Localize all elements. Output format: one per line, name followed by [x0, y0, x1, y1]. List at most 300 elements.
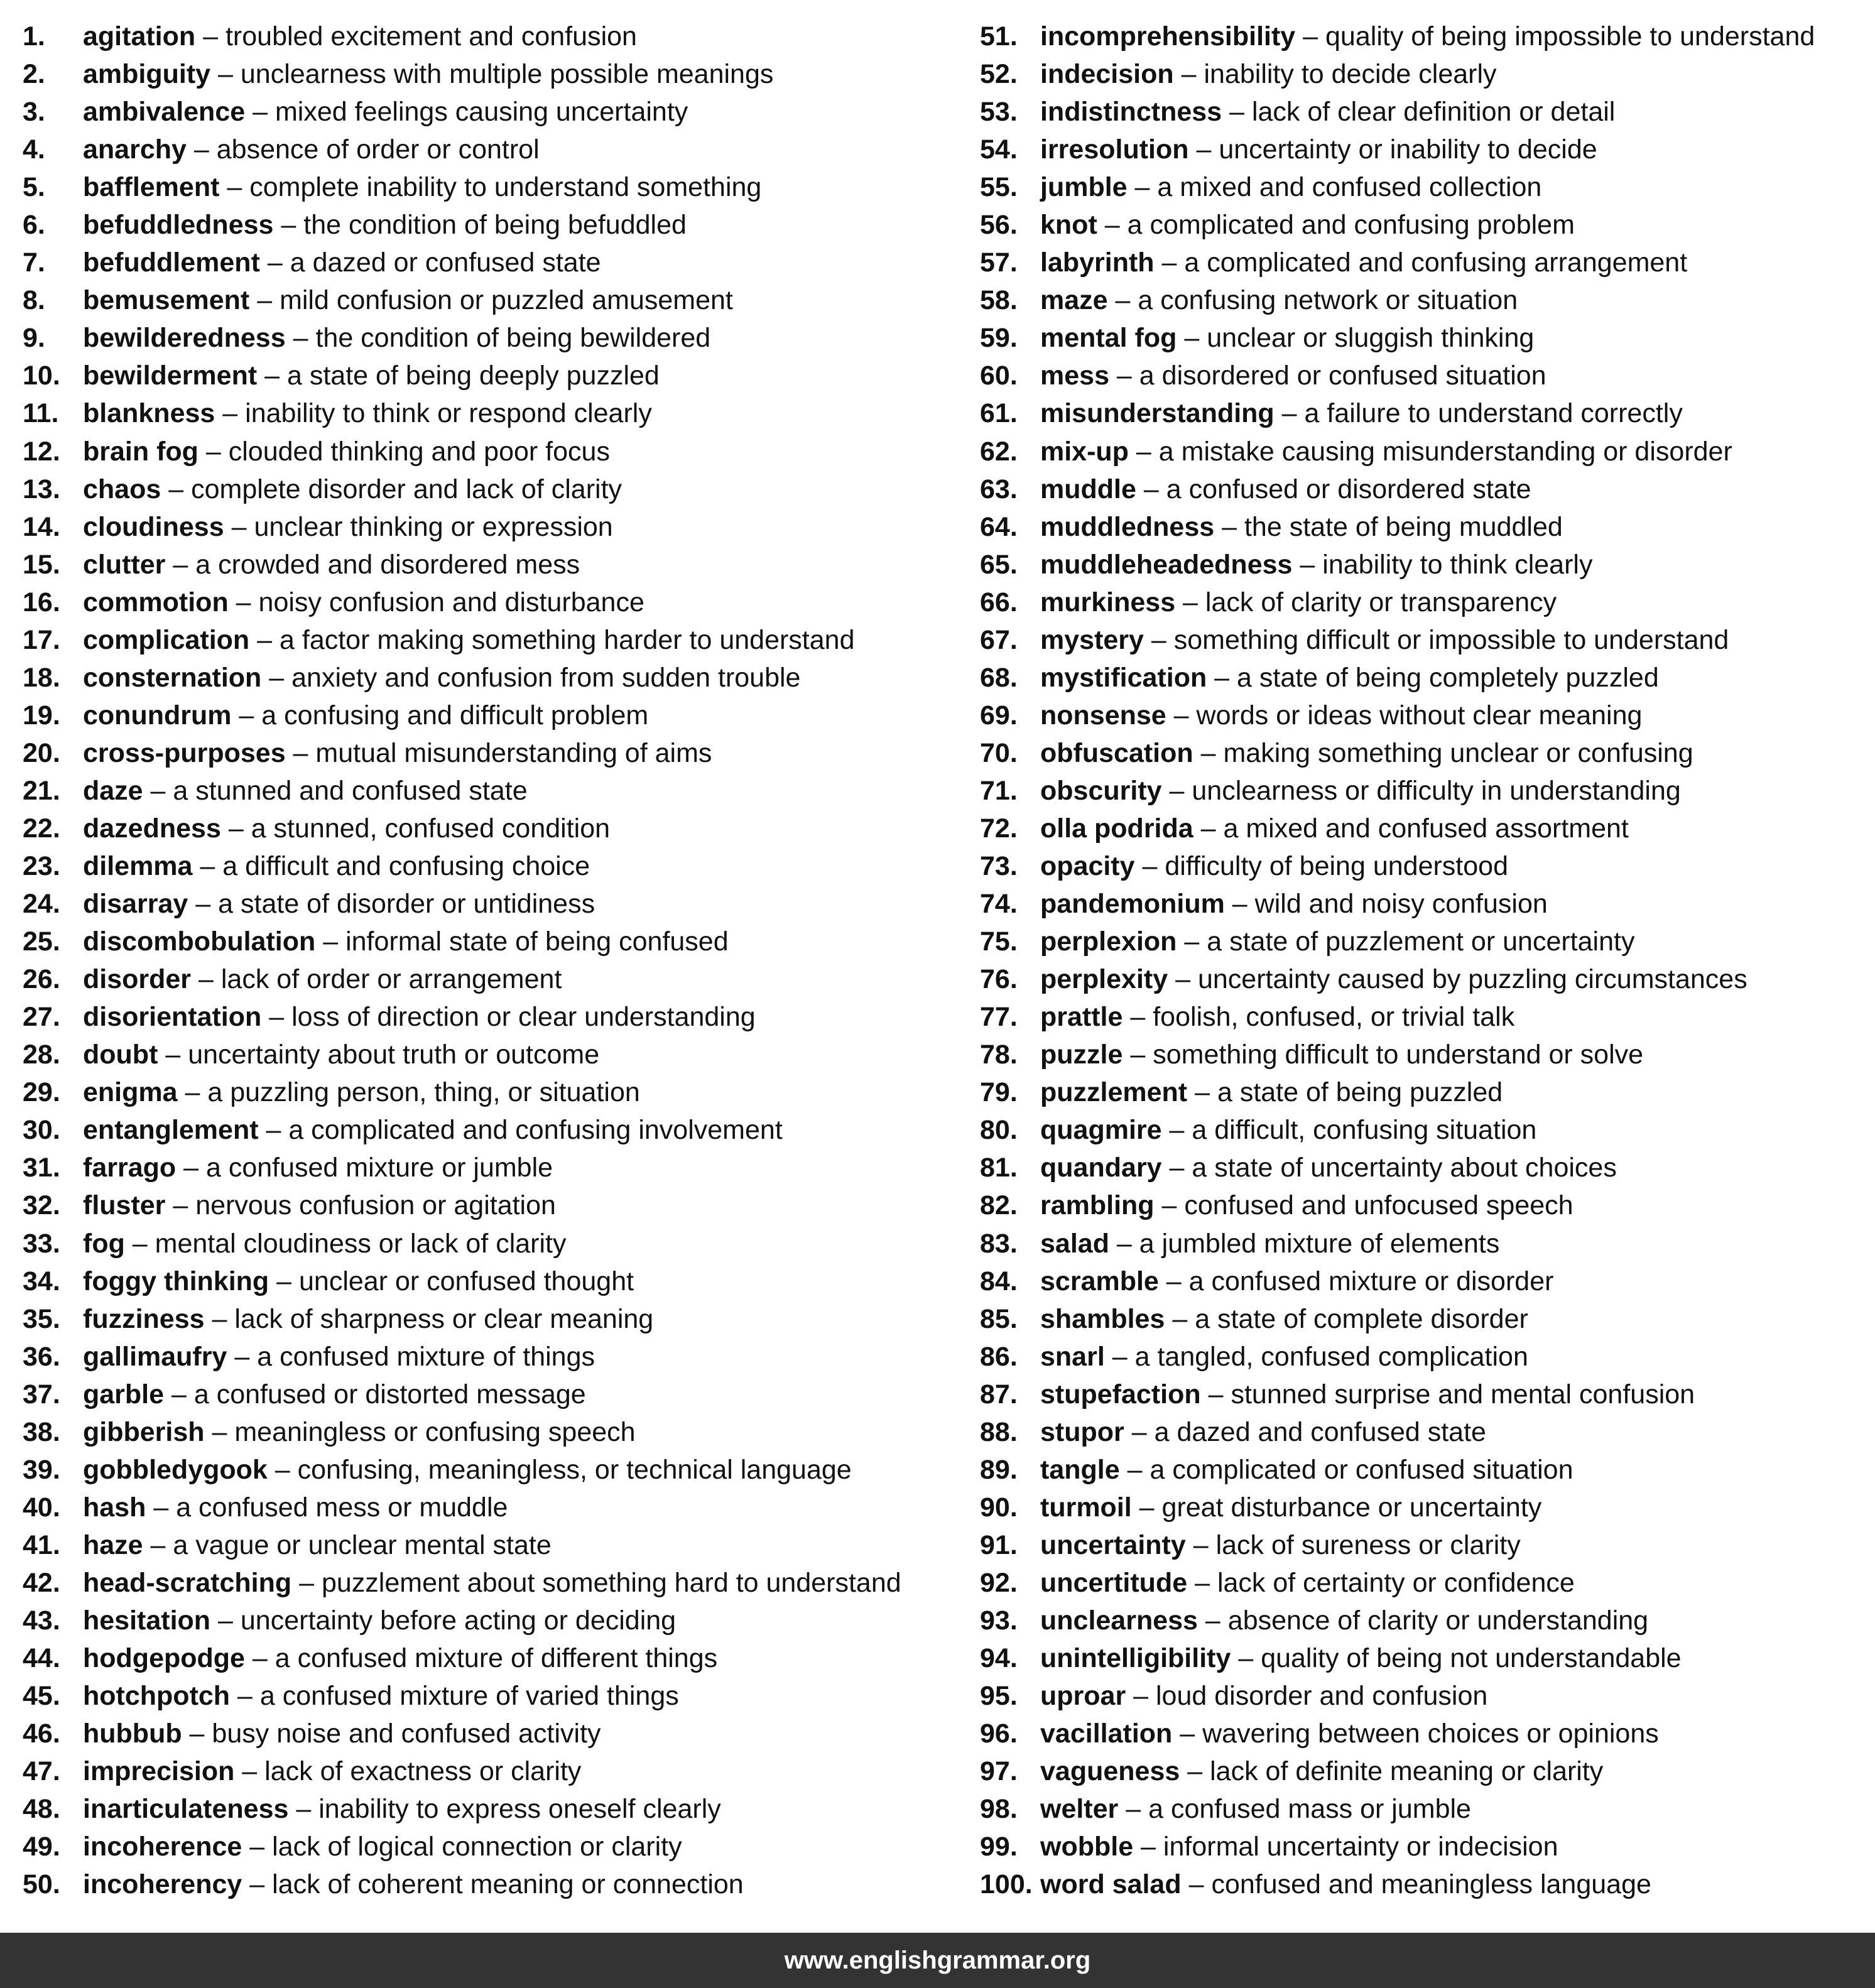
entry-number: 53. [980, 97, 1018, 128]
entry-term: gibberish [83, 1416, 205, 1447]
entry-text [83, 734, 712, 772]
entry-term: muddleheadedness [1040, 549, 1293, 580]
entry-separator: – [191, 964, 221, 995]
list-item [980, 394, 1875, 432]
entry-definition: inability to think clearly [1322, 549, 1593, 580]
entry-text [83, 1263, 634, 1300]
entry-number: 77. [980, 1002, 1018, 1033]
list-item [980, 1036, 1875, 1073]
entry-text [1040, 885, 1548, 923]
entry-definition: confused and meaningless language [1211, 1869, 1651, 1900]
entry-term: fluster [83, 1190, 166, 1221]
entry-definition: confusing, meaningless, or technical language [297, 1454, 852, 1485]
entry-term: consternation [83, 662, 262, 693]
list-item [980, 18, 1875, 55]
entry-term: unintelligibility [1040, 1643, 1231, 1674]
entry-definition: lack of coherent meaning or connection [272, 1869, 744, 1900]
entry-definition: noisy confusion and disturbance [258, 587, 644, 617]
entry-definition: the condition of being befuddled [303, 210, 687, 241]
entry-number: 81. [980, 1153, 1018, 1183]
entry-separator: – [1200, 1379, 1231, 1410]
entry-separator: – [261, 662, 292, 693]
list-item [23, 998, 952, 1036]
entry-number: 30. [23, 1115, 60, 1146]
entry-definition: absence of order or control [216, 134, 540, 165]
entry-term: blankness [83, 398, 215, 429]
entry-definition: lack of sharpness or clear meaning [234, 1303, 654, 1334]
entry-term: maze [1040, 285, 1108, 316]
entry-term: welter [1040, 1794, 1119, 1825]
list-item [23, 621, 952, 659]
entry-text [1040, 394, 1683, 432]
entry-text [1040, 1564, 1575, 1602]
entry-separator: – [124, 1228, 155, 1259]
list-item [980, 433, 1875, 470]
entry-text [83, 1338, 595, 1376]
entry-definition: inability to express oneself clearly [318, 1794, 721, 1825]
list-item [23, 960, 952, 998]
entry-definition: lack of clear definition or detail [1251, 97, 1616, 128]
entry-separator: – [1136, 474, 1166, 504]
entry-term: pandemonium [1040, 889, 1225, 920]
entry-number: 29. [23, 1077, 60, 1108]
entry-definition: inability to decide clearly [1204, 59, 1497, 90]
list-item [23, 131, 952, 168]
entry-definition: informal state of being confused [345, 926, 729, 957]
entry-separator: – [176, 1153, 206, 1183]
entry-term: enigma [83, 1077, 178, 1108]
entry-number: 37. [23, 1379, 60, 1410]
entry-definition: a stunned and confused state [173, 775, 528, 806]
entry-term: hotchpotch [83, 1681, 231, 1712]
entry-definition: a complicated and confusing involvement [288, 1115, 783, 1146]
entry-separator: – [1224, 889, 1255, 920]
entry-text [83, 1564, 901, 1602]
list-item [980, 1828, 1875, 1866]
list-item [980, 508, 1875, 546]
entry-definition: lack of exactness or clarity [264, 1756, 582, 1787]
entry-separator: – [269, 1266, 299, 1296]
entry-text [83, 1036, 599, 1073]
entry-term: misunderstanding [1040, 398, 1274, 429]
entry-number: 66. [980, 587, 1018, 617]
entry-text [83, 885, 595, 923]
entry-separator: – [1128, 436, 1159, 467]
entry-definition: making something unclear or confusing [1223, 737, 1693, 768]
entry-term: irresolution [1040, 134, 1189, 165]
entry-term: disarray [83, 889, 188, 920]
entry-number: 24. [23, 889, 60, 920]
entry-separator: – [143, 775, 173, 806]
entry-definition: a mistake causing misunderstanding or disorder [1158, 436, 1732, 467]
entry-definition: something difficult or impossible to understand [1173, 624, 1729, 655]
entry-separator: – [1214, 511, 1244, 542]
entry-definition: a complicated and confusing arrangement [1184, 247, 1688, 278]
entry-definition: a mixed and confused collection [1157, 172, 1542, 203]
list-item [23, 93, 952, 131]
entry-definition: a confused mixture or jumble [205, 1153, 553, 1183]
entry-number: 55. [980, 172, 1018, 203]
entry-term: unclearness [1040, 1605, 1198, 1636]
entry-number: 58. [980, 285, 1018, 316]
entry-term: salad [1040, 1228, 1109, 1259]
entry-number: 15. [23, 549, 60, 580]
entry-definition: a failure to understand correctly [1304, 398, 1683, 429]
entry-separator: – [273, 210, 304, 241]
entry-separator: – [1127, 172, 1158, 203]
list-item [980, 1639, 1875, 1677]
list-item [23, 1300, 952, 1338]
entry-term: tangle [1040, 1454, 1120, 1485]
entry-separator: – [1154, 1190, 1185, 1221]
entry-text [83, 772, 528, 810]
list-item [23, 394, 952, 432]
entry-term: ambivalence [83, 97, 246, 128]
list-item [23, 584, 952, 621]
entry-term: uncertitude [1040, 1567, 1188, 1598]
entry-text [83, 1413, 636, 1451]
entry-text [83, 1451, 852, 1489]
entry-definition: a jumbled mixture of elements [1139, 1228, 1500, 1259]
entry-text [1040, 55, 1497, 93]
entry-number: 84. [980, 1266, 1018, 1296]
entry-separator: – [210, 59, 241, 90]
entry-term: incoherence [83, 1832, 242, 1862]
entry-definition: a confused mixture of things [257, 1341, 595, 1372]
entry-term: word salad [1040, 1869, 1182, 1900]
entry-separator: – [210, 1605, 241, 1636]
entry-definition: foolish, confused, or trivial talk [1153, 1002, 1515, 1033]
entry-number: 98. [980, 1794, 1018, 1825]
list-item [23, 810, 952, 847]
entry-text [1040, 1376, 1695, 1413]
list-item [23, 772, 952, 810]
entry-text [83, 281, 733, 319]
entry-text [1040, 1413, 1486, 1451]
entry-term: rambling [1040, 1190, 1155, 1221]
list-item [980, 1376, 1875, 1413]
entry-definition: a confused mess or muddle [176, 1492, 508, 1523]
entry-number: 61. [980, 398, 1018, 429]
entry-number: 49. [23, 1832, 60, 1862]
entry-number: 23. [23, 851, 60, 882]
entry-separator: – [1185, 1529, 1216, 1560]
entry-definition: uncertainty before acting or deciding [240, 1605, 677, 1636]
entry-definition: a crowded and disordered mess [195, 549, 580, 580]
entry-text [83, 394, 652, 432]
entry-definition: puzzlement about something hard to understand [321, 1567, 901, 1598]
entry-term: gallimaufry [83, 1341, 227, 1372]
entry-text [83, 1828, 682, 1866]
entry-text [1040, 1036, 1643, 1073]
entry-term: puzzle [1040, 1040, 1123, 1070]
entry-separator: – [228, 587, 259, 617]
list-item [980, 772, 1875, 810]
entry-number: 5. [23, 172, 45, 203]
entry-text [83, 470, 622, 508]
list-item [980, 1338, 1875, 1376]
entry-number: 42. [23, 1567, 60, 1598]
entry-term: prattle [1040, 1002, 1123, 1033]
entry-text [83, 508, 613, 546]
entry-separator: – [1292, 549, 1323, 580]
entry-text [1040, 357, 1546, 394]
entry-separator: – [1274, 398, 1305, 429]
list-item [980, 1149, 1875, 1187]
entry-separator: – [1161, 775, 1192, 806]
entry-definition: a dazed or confused state [290, 247, 601, 278]
entry-text [83, 131, 540, 168]
entry-definition: complete inability to understand something [249, 172, 762, 203]
entry-text [83, 810, 610, 847]
entry-definition: unclear or sluggish thinking [1207, 323, 1535, 354]
entry-text [83, 433, 610, 470]
list-item [980, 1602, 1875, 1639]
entry-text [1040, 1489, 1541, 1526]
entry-number: 69. [980, 700, 1018, 731]
entry-term: befuddledness [83, 210, 274, 241]
entry-text [83, 1526, 552, 1564]
entry-text [1040, 998, 1514, 1036]
entry-definition: complete disorder and lack of clarity [191, 474, 622, 504]
entry-definition: the state of being muddled [1244, 511, 1563, 542]
entry-separator: – [1158, 1266, 1189, 1296]
entry-definition: mild confusion or puzzled amusement [280, 285, 733, 316]
entry-text [1040, 546, 1592, 584]
entry-text [1040, 1225, 1499, 1263]
entry-definition: something difficult to understand or solve [1153, 1040, 1644, 1070]
list-item [23, 433, 952, 470]
entry-term: labyrinth [1040, 247, 1155, 278]
entry-separator: – [1173, 59, 1204, 90]
list-item [23, 206, 952, 244]
entry-number: 31. [23, 1153, 60, 1183]
word-list-right-column [980, 18, 1875, 1903]
entry-number: 18. [23, 662, 60, 693]
entry-term: fog [83, 1228, 125, 1259]
entry-number: 96. [980, 1719, 1018, 1749]
entry-definition: difficulty of being understood [1165, 851, 1508, 882]
entry-text [83, 1300, 653, 1338]
entry-separator: – [188, 889, 219, 920]
entry-definition: a state of being puzzled [1217, 1077, 1503, 1108]
entry-term: discombobulation [83, 926, 316, 957]
list-item [23, 18, 952, 55]
entry-definition: lack of definite meaning or clarity [1210, 1756, 1604, 1787]
entry-term: wobble [1040, 1832, 1134, 1862]
list-item [980, 584, 1875, 621]
entry-definition: loud disorder and confusion [1156, 1681, 1488, 1712]
entry-number: 34. [23, 1266, 60, 1296]
list-item [980, 357, 1875, 394]
entry-text [1040, 697, 1642, 734]
entry-term: bewilderedness [83, 323, 286, 354]
entry-separator: – [164, 1379, 194, 1410]
entry-separator: – [1107, 285, 1138, 316]
list-item [980, 546, 1875, 584]
entry-text [1040, 772, 1681, 810]
entry-term: incomprehensibility [1040, 21, 1296, 52]
entry-definition: great disturbance or uncertainty [1161, 1492, 1542, 1523]
entry-text [83, 847, 590, 885]
entry-number: 64. [980, 511, 1018, 542]
entry-definition: a confused mixture of varied things [259, 1681, 679, 1712]
entry-text [1040, 1866, 1651, 1903]
list-item [23, 1752, 952, 1790]
entry-text [1040, 244, 1687, 281]
entry-number: 12. [23, 436, 60, 467]
list-item [980, 1752, 1875, 1790]
entry-term: gobbledygook [83, 1454, 268, 1485]
entry-separator: – [161, 474, 192, 504]
entry-separator: – [1126, 1681, 1156, 1712]
entry-term: mystification [1040, 662, 1207, 693]
entry-number: 91. [980, 1529, 1018, 1560]
entry-definition: a tangled, confused complication [1134, 1341, 1528, 1372]
footer-bar [0, 1933, 1875, 1988]
entry-number: 65. [980, 549, 1018, 580]
list-item [23, 1677, 952, 1715]
entry-text [1040, 168, 1541, 206]
entry-number: 52. [980, 59, 1018, 90]
entry-number: 92. [980, 1567, 1018, 1598]
entry-term: dilemma [83, 851, 193, 882]
entry-separator: – [1222, 97, 1252, 128]
entry-text [83, 55, 773, 93]
entry-definition: a difficult, confusing situation [1192, 1115, 1537, 1146]
list-item [980, 659, 1875, 697]
entry-number: 79. [980, 1077, 1018, 1108]
entry-number: 7. [23, 247, 45, 278]
entry-separator: – [158, 1040, 188, 1070]
list-item [23, 1564, 952, 1602]
entry-term: daze [83, 775, 143, 806]
list-item [980, 810, 1875, 847]
entry-term: imprecision [83, 1756, 235, 1787]
entry-number: 100. [980, 1869, 1033, 1900]
entry-definition: quality of being not understandable [1261, 1643, 1682, 1674]
word-list-left-column [23, 18, 952, 1903]
entry-text [83, 697, 648, 734]
entry-definition: a state of being completely puzzled [1237, 662, 1659, 693]
list-item [23, 1715, 952, 1752]
entry-definition: a complicated or confused situation [1149, 1454, 1573, 1485]
entry-term: muddle [1040, 474, 1136, 504]
entry-term: opacity [1040, 851, 1135, 882]
entry-definition: absence of clarity or understanding [1227, 1605, 1649, 1636]
entry-definition: a stunned, confused condition [251, 813, 611, 844]
entry-definition: lack of certainty or confidence [1217, 1567, 1575, 1598]
list-item [980, 847, 1875, 885]
entry-number: 60. [980, 361, 1018, 391]
entry-text [1040, 1602, 1648, 1639]
entry-separator: – [242, 1869, 273, 1900]
entry-separator: – [291, 1567, 322, 1598]
entry-term: stupor [1040, 1416, 1124, 1447]
entry-term: befuddlement [83, 247, 260, 278]
entry-separator: – [1133, 1832, 1163, 1862]
entry-definition: troubled excitement and confusion [225, 21, 637, 52]
entry-text [1040, 1073, 1503, 1111]
list-item [23, 1639, 952, 1677]
entry-definition: a mixed and confused assortment [1223, 813, 1629, 844]
entry-term: quagmire [1040, 1115, 1162, 1146]
entry-definition: a complicated and confusing problem [1127, 210, 1575, 241]
entry-term: complication [83, 624, 250, 655]
list-item [980, 1111, 1875, 1149]
entry-separator: – [244, 1643, 275, 1674]
entry-number: 62. [980, 436, 1018, 467]
list-item [23, 508, 952, 546]
entry-separator: – [224, 511, 254, 542]
entry-number: 10. [23, 361, 60, 391]
entry-separator: – [143, 1529, 173, 1560]
list-item [980, 1866, 1875, 1903]
entry-text [1040, 18, 1815, 55]
list-item [23, 1451, 952, 1489]
entry-text [83, 998, 756, 1036]
entry-term: olla podrida [1040, 813, 1193, 844]
entry-number: 25. [23, 926, 60, 957]
list-item [23, 659, 952, 697]
entry-definition: anxiety and confusion from sudden trouble [291, 662, 801, 693]
entry-text [1040, 1187, 1573, 1224]
entry-term: scramble [1040, 1266, 1159, 1296]
entry-definition: a state of uncertainty about choices [1192, 1153, 1617, 1183]
entry-term: anarchy [83, 134, 187, 165]
entry-number: 36. [23, 1341, 60, 1372]
entry-text [1040, 960, 1747, 998]
entry-separator: – [146, 1492, 177, 1523]
entry-number: 6. [23, 210, 45, 241]
entry-number: 83. [980, 1228, 1018, 1259]
entry-number: 28. [23, 1040, 60, 1070]
entry-number: 68. [980, 662, 1018, 693]
entry-term: bewilderment [83, 361, 258, 391]
entry-separator: – [267, 1454, 298, 1485]
entry-term: puzzlement [1040, 1077, 1188, 1108]
entry-separator: – [249, 285, 280, 316]
entry-text [1040, 734, 1693, 772]
entry-separator: – [1187, 1567, 1217, 1598]
entry-text [83, 357, 660, 394]
list-item [980, 1677, 1875, 1715]
entry-separator: – [165, 1190, 196, 1221]
list-item [980, 55, 1875, 93]
entry-text [1040, 93, 1615, 131]
entry-definition: uncertainty or inability to decide [1219, 134, 1597, 165]
list-item [23, 1489, 952, 1526]
list-item [23, 1338, 952, 1376]
entry-definition: a difficult and confusing choice [222, 851, 590, 882]
entry-term: fuzziness [83, 1303, 205, 1334]
entry-definition: wild and noisy confusion [1254, 889, 1548, 920]
entry-term: ambiguity [83, 59, 211, 90]
entry-text [1040, 1263, 1553, 1300]
entry-definition: a state of disorder or untidiness [218, 889, 595, 920]
entry-separator: – [1161, 1115, 1192, 1146]
entry-separator: – [1118, 1794, 1149, 1825]
entry-term: hubbub [83, 1719, 182, 1749]
entry-text [1040, 1451, 1573, 1489]
entry-number: 19. [23, 700, 60, 731]
list-item [23, 1790, 952, 1828]
list-item [980, 621, 1875, 659]
list-item [980, 168, 1875, 206]
entry-separator: – [1166, 700, 1197, 731]
website-url: www.englishgrammar.org [784, 1947, 1091, 1974]
entry-text [83, 546, 580, 584]
